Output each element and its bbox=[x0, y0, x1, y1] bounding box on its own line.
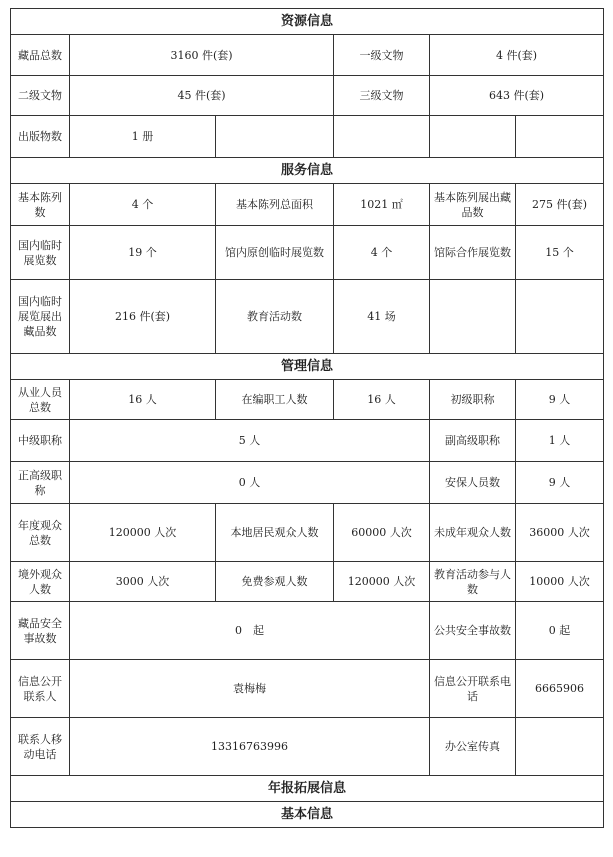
basic-area-label: 基本陈列总面积 bbox=[216, 184, 334, 226]
collection-total-label: 藏品总数 bbox=[11, 35, 70, 76]
security-value: 9 人 bbox=[516, 462, 604, 504]
edu-activities-value: 41 场 bbox=[334, 280, 430, 354]
original-temp-label: 馆内原创临时展览数 bbox=[216, 226, 334, 280]
cooperation-label: 馆际合作展览数 bbox=[430, 226, 516, 280]
empty-cell bbox=[516, 116, 604, 158]
junior-title-value: 9 人 bbox=[516, 380, 604, 420]
empty-cell bbox=[430, 280, 516, 354]
section-basic-header: 基本信息 bbox=[11, 802, 604, 828]
junior-title-label: 初级职称 bbox=[430, 380, 516, 420]
cooperation-value: 15 个 bbox=[516, 226, 604, 280]
original-temp-value: 4 个 bbox=[334, 226, 430, 280]
contact-label: 信息公开联系人 bbox=[11, 660, 70, 718]
annual-visitors-value: 120000 人次 bbox=[70, 504, 216, 562]
grade2-label: 二级文物 bbox=[11, 76, 70, 116]
grade2-value: 45 件(套) bbox=[70, 76, 334, 116]
free-visitors-label: 免费参观人数 bbox=[216, 562, 334, 602]
public-accidents-label: 公共安全事故数 bbox=[430, 602, 516, 660]
annual-visitors-label: 年度观众总数 bbox=[11, 504, 70, 562]
contact-value: 袁梅梅 bbox=[70, 660, 430, 718]
assoc-senior-label: 副高级职称 bbox=[430, 420, 516, 462]
empty-cell bbox=[430, 116, 516, 158]
publications-label: 出版物数 bbox=[11, 116, 70, 158]
section-resource-header: 资源信息 bbox=[11, 9, 604, 35]
basic-exhibits-label: 基本陈列数 bbox=[11, 184, 70, 226]
grade1-label: 一级文物 bbox=[334, 35, 430, 76]
fax-label: 办公室传真 bbox=[430, 718, 516, 776]
contact-phone-label: 信息公开联系电话 bbox=[430, 660, 516, 718]
mid-title-value: 5 人 bbox=[70, 420, 430, 462]
foreign-visitors-label: 境外观众人数 bbox=[11, 562, 70, 602]
section-management-header: 管理信息 bbox=[11, 354, 604, 380]
staff-total-label: 从业人员总数 bbox=[11, 380, 70, 420]
domestic-items-value: 216 件(套) bbox=[70, 280, 216, 354]
local-visitors-value: 60000 人次 bbox=[334, 504, 430, 562]
section-service-header: 服务信息 bbox=[11, 158, 604, 184]
domestic-items-label: 国内临时展览展出藏品数 bbox=[11, 280, 70, 354]
local-visitors-label: 本地居民观众人数 bbox=[216, 504, 334, 562]
mobile-value: 13316763996 bbox=[70, 718, 430, 776]
empty-cell bbox=[334, 116, 430, 158]
collection-total-value: 3160 件(套) bbox=[70, 35, 334, 76]
basic-items-label: 基本陈列展出藏品数 bbox=[430, 184, 516, 226]
domestic-temp-value: 19 个 bbox=[70, 226, 216, 280]
mid-title-label: 中级职称 bbox=[11, 420, 70, 462]
mobile-label: 联系人移动电话 bbox=[11, 718, 70, 776]
basic-area-value: 1021 ㎡ bbox=[334, 184, 430, 226]
staff-total-value: 16 人 bbox=[70, 380, 216, 420]
on-staff-label: 在编职工人数 bbox=[216, 380, 334, 420]
report-table bbox=[10, 8, 604, 828]
edu-participants-label: 教育活动参与人数 bbox=[430, 562, 516, 602]
basic-items-value: 275 件(套) bbox=[516, 184, 604, 226]
public-accidents-value: 0 起 bbox=[516, 602, 604, 660]
minor-visitors-label: 未成年观众人数 bbox=[430, 504, 516, 562]
empty-cell bbox=[216, 116, 334, 158]
fax-value bbox=[516, 718, 604, 776]
full-senior-value: 0 人 bbox=[70, 462, 430, 504]
minor-visitors-value: 36000 人次 bbox=[516, 504, 604, 562]
grade3-value: 643 件(套) bbox=[430, 76, 604, 116]
publications-value: 1 册 bbox=[70, 116, 216, 158]
collection-accidents-label: 藏品安全事故数 bbox=[11, 602, 70, 660]
grade3-label: 三级文物 bbox=[334, 76, 430, 116]
report-sheet bbox=[10, 8, 603, 828]
basic-exhibits-value: 4 个 bbox=[70, 184, 216, 226]
edu-participants-value: 10000 人次 bbox=[516, 562, 604, 602]
section-extension-header: 年报拓展信息 bbox=[11, 776, 604, 802]
edu-activities-label: 教育活动数 bbox=[216, 280, 334, 354]
empty-cell bbox=[516, 280, 604, 354]
foreign-visitors-value: 3000 人次 bbox=[70, 562, 216, 602]
security-label: 安保人员数 bbox=[430, 462, 516, 504]
collection-accidents-value: 0 起 bbox=[70, 602, 430, 660]
free-visitors-value: 120000 人次 bbox=[334, 562, 430, 602]
assoc-senior-value: 1 人 bbox=[516, 420, 604, 462]
domestic-temp-label: 国内临时展览数 bbox=[11, 226, 70, 280]
full-senior-label: 正高级职称 bbox=[11, 462, 70, 504]
contact-phone-value: 6665906 bbox=[516, 660, 604, 718]
on-staff-value: 16 人 bbox=[334, 380, 430, 420]
grade1-value: 4 件(套) bbox=[430, 35, 604, 76]
